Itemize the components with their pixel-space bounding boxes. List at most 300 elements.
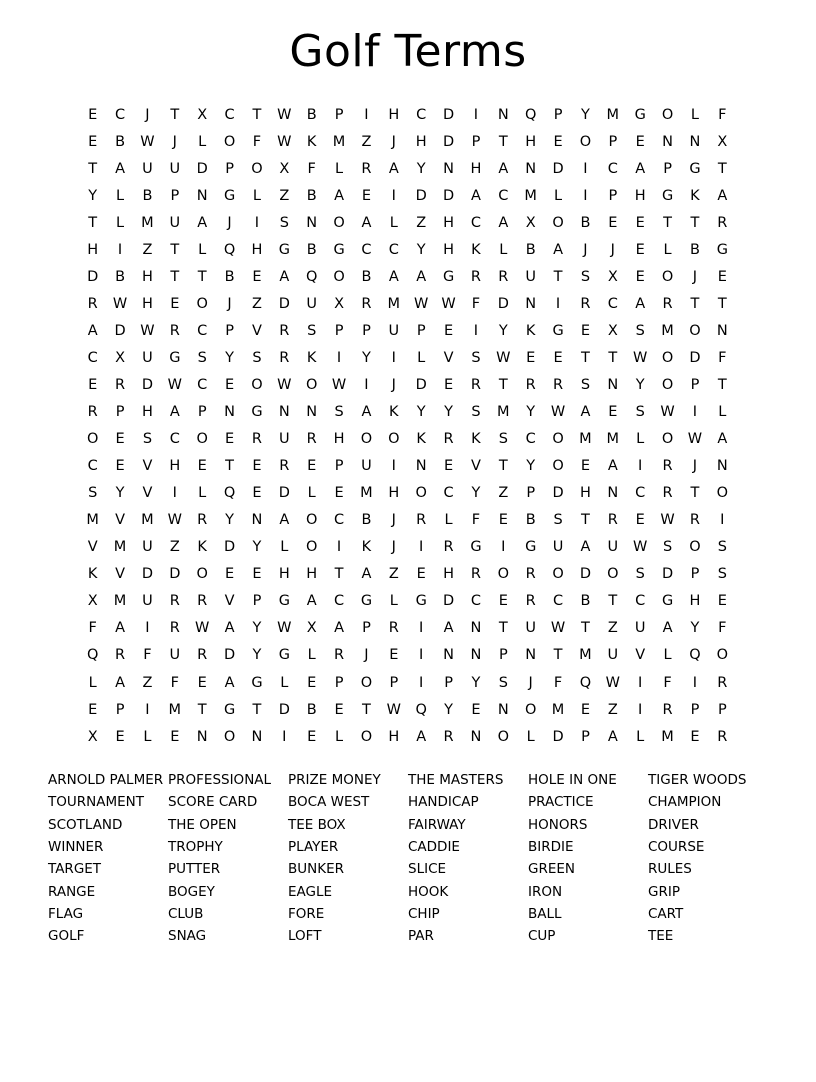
grid-letter: I <box>391 349 396 366</box>
grid-letter: I <box>391 187 396 204</box>
grid-letter: C <box>115 106 126 123</box>
grid-letter: R <box>525 566 536 583</box>
grid-letter: A <box>361 566 372 583</box>
word-list-item: COURSE <box>648 839 705 856</box>
grid-letter: V <box>142 485 153 502</box>
grid-row <box>79 561 736 588</box>
grid-row <box>79 723 736 750</box>
grid-letter: E <box>580 701 591 718</box>
grid-letter: E <box>443 376 454 393</box>
word-list-item: FLAG <box>48 905 84 922</box>
grid-letter: E <box>361 187 372 204</box>
grid-letter: L <box>526 728 535 745</box>
grid-letter: T <box>498 376 508 393</box>
grid-letter: L <box>663 647 672 664</box>
grid-letter: W <box>140 322 155 339</box>
page-title: Golf Terms <box>289 26 527 77</box>
grid-letter: K <box>306 349 317 366</box>
grid-letter: V <box>443 349 454 366</box>
grid-letter: U <box>306 295 317 312</box>
grid-letter: O <box>552 458 564 475</box>
grid-letter: E <box>608 214 618 231</box>
word-list-item: PAR <box>408 928 434 945</box>
grid-letter: W <box>277 106 292 123</box>
grid-letter: N <box>443 647 454 664</box>
grid-letter: E <box>498 512 508 529</box>
grid-letter: G <box>634 106 646 123</box>
grid-letter: Y <box>362 349 371 366</box>
grid-row <box>79 263 736 290</box>
grid-letter: K <box>690 187 700 204</box>
grid-letter: H <box>689 593 701 610</box>
grid-letter: A <box>169 404 180 421</box>
grid-letter: P <box>197 404 207 421</box>
grid-letter: J <box>391 512 396 529</box>
grid-letter: Y <box>252 647 262 664</box>
grid-letter: N <box>689 133 701 150</box>
grid-letter: W <box>550 620 566 637</box>
grid-letter: C <box>334 593 345 610</box>
word-list-item: TEE BOX <box>288 816 346 833</box>
grid-letter: C <box>470 593 481 610</box>
grid-letter: R <box>306 431 317 448</box>
grid-letter: C <box>361 241 372 258</box>
grid-letter: O <box>689 539 701 556</box>
grid-letter: N <box>196 728 208 745</box>
grid-letter: U <box>142 593 153 610</box>
grid-letter: P <box>334 674 344 691</box>
grid-letter: E <box>635 512 645 529</box>
word-list-item: GREEN <box>528 861 575 878</box>
grid-letter: Y <box>471 674 481 691</box>
grid-row <box>79 399 736 426</box>
grid-letter: L <box>307 485 316 502</box>
grid-letter: G <box>251 674 263 691</box>
word-list-item: PROFESSIONAL <box>168 772 272 789</box>
grid-letter: F <box>307 160 316 177</box>
grid-letter: O <box>579 133 592 150</box>
grid-row <box>79 696 736 723</box>
grid-letter: E <box>717 593 727 610</box>
grid-row <box>79 615 736 642</box>
grid-letter: R <box>169 322 180 339</box>
grid-letter: C <box>87 458 98 475</box>
grid-letter: P <box>252 593 262 610</box>
grid-letter: N <box>306 404 318 421</box>
word-list-item: PRACTICE <box>528 794 594 811</box>
grid-letter: O <box>333 268 345 285</box>
grid-letter: T <box>498 133 508 150</box>
grid-letter: O <box>552 214 564 231</box>
grid-letter: Y <box>252 539 262 556</box>
grid-letter: S <box>498 431 508 448</box>
word-list-item: CHAMPION <box>648 794 722 811</box>
grid-letter: J <box>692 268 698 285</box>
grid-letter: L <box>335 728 344 745</box>
grid-letter: H <box>443 241 455 258</box>
grid-letter: A <box>416 728 427 745</box>
grid-letter: P <box>115 701 125 718</box>
grid-letter: R <box>361 160 372 177</box>
word-list-item: BUNKER <box>288 861 345 878</box>
word-list-item: GOLF <box>48 928 85 945</box>
grid-letter: R <box>416 512 427 529</box>
grid-letter: K <box>416 431 426 448</box>
grid-letter: B <box>306 701 317 718</box>
grid-letter: C <box>553 593 564 610</box>
grid-letter: X <box>87 593 98 610</box>
grid-letter: M <box>168 701 182 718</box>
word-list <box>48 769 816 947</box>
grid-letter: R <box>662 701 673 718</box>
grid-letter: U <box>525 620 536 637</box>
grid-letter: E <box>526 349 536 366</box>
grid-letter: E <box>224 431 235 448</box>
word-list-column <box>48 769 168 947</box>
word-list-item: THE MASTERS <box>408 772 504 789</box>
grid-letter: R <box>717 674 728 691</box>
grid-letter: M <box>661 322 674 339</box>
grid-letter: A <box>470 187 481 204</box>
grid-letter: K <box>389 404 399 421</box>
grid-letter: U <box>279 431 290 448</box>
grid-letter: C <box>525 431 536 448</box>
grid-letter: E <box>389 647 399 664</box>
grid-letter: P <box>416 322 426 339</box>
grid-letter: P <box>690 566 700 583</box>
grid-letter: D <box>415 376 427 393</box>
grid-letter: H <box>415 133 427 150</box>
grid-letter: O <box>524 701 537 718</box>
grid-letter: W <box>277 133 292 150</box>
grid-letter: L <box>198 241 207 258</box>
word-list-item: RULES <box>648 861 692 878</box>
grid-letter: W <box>660 512 675 529</box>
grid-letter: C <box>635 485 646 502</box>
grid-letter: R <box>388 620 399 637</box>
grid-letter: B <box>580 593 591 610</box>
grid-letter: A <box>635 295 646 312</box>
word-list-item: THE OPEN <box>168 816 237 833</box>
word-list-column <box>528 769 648 947</box>
grid-letter: I <box>638 701 643 718</box>
grid-letter: E <box>608 404 618 421</box>
grid-letter: H <box>87 241 99 258</box>
grid-letter: I <box>583 187 588 204</box>
grid-letter: O <box>388 431 400 448</box>
grid-letter: L <box>499 241 508 258</box>
grid-letter: R <box>87 295 98 312</box>
grid-letter: N <box>196 187 208 204</box>
grid-letter: B <box>115 268 126 285</box>
grid-letter: P <box>498 647 508 664</box>
grid-letter: N <box>716 322 728 339</box>
grid-letter: U <box>142 539 153 556</box>
grid-letter: T <box>717 160 727 177</box>
word-list-item: LOFT <box>288 928 322 945</box>
grid-letter: O <box>196 566 208 583</box>
grid-letter: S <box>635 566 645 583</box>
grid-letter: L <box>718 404 727 421</box>
grid-letter: D <box>141 376 154 393</box>
grid-letter: G <box>278 593 290 610</box>
grid-letter: Y <box>225 512 234 529</box>
grid-letter: F <box>170 674 179 691</box>
grid-letter: B <box>525 241 536 258</box>
grid-letter: M <box>360 485 373 502</box>
grid-letter: P <box>581 728 590 745</box>
grid-letter: S <box>279 214 289 231</box>
grid-letter: E <box>115 431 125 448</box>
grid-letter: H <box>634 187 646 204</box>
grid-letter: D <box>196 160 208 177</box>
grid-letter: U <box>607 539 619 556</box>
grid-letter: B <box>306 241 317 258</box>
grid-letter: I <box>473 106 479 123</box>
grid-letter: W <box>550 404 566 421</box>
grid-letter: W <box>633 539 648 556</box>
grid-letter: Z <box>607 620 618 637</box>
grid-letter: E <box>553 133 563 150</box>
grid-letter: P <box>608 187 618 204</box>
grid-letter: O <box>251 376 263 393</box>
grid-row <box>79 669 736 696</box>
grid-letter: E <box>197 458 207 475</box>
grid-letter: D <box>87 268 99 285</box>
grid-letter: Y <box>252 620 262 637</box>
grid-letter: O <box>223 133 236 150</box>
grid-letter: A <box>115 620 126 637</box>
grid-letter: C <box>388 241 399 258</box>
grid-row <box>79 317 736 344</box>
grid-letter: B <box>361 512 372 529</box>
grid-letter: J <box>391 539 396 556</box>
grid-letter: N <box>415 458 427 475</box>
grid-letter: Q <box>689 647 701 664</box>
grid-letter: D <box>661 566 674 583</box>
grid-letter: U <box>607 647 619 664</box>
grid-letter: D <box>579 566 592 583</box>
grid-letter: R <box>115 647 126 664</box>
grid-letter: Z <box>251 295 262 312</box>
grid-letter: K <box>197 539 207 556</box>
grid-letter: L <box>198 133 207 150</box>
grid-letter: R <box>662 295 673 312</box>
grid-letter: G <box>661 187 674 204</box>
grid-letter: T <box>717 295 727 312</box>
grid-letter: O <box>661 431 674 448</box>
grid-row <box>79 290 736 317</box>
grid-letter: N <box>607 485 619 502</box>
grid-letter: N <box>470 647 482 664</box>
grid-letter: I <box>692 674 698 691</box>
grid-letter: O <box>716 647 729 664</box>
grid-letter: B <box>525 512 536 529</box>
grid-letter: L <box>143 728 152 745</box>
grid-letter: T <box>498 458 508 475</box>
grid-letter: Z <box>498 485 509 502</box>
word-list-item: HOLE IN ONE <box>528 772 617 789</box>
grid-letter: I <box>583 160 588 177</box>
grid-letter: N <box>525 160 537 177</box>
grid-letter: C <box>607 160 618 177</box>
grid-letter: R <box>607 512 618 529</box>
grid-letter: Z <box>142 674 153 691</box>
grid-letter: O <box>196 431 208 448</box>
grid-letter: X <box>717 133 728 150</box>
grid-letter: G <box>223 701 236 718</box>
grid-letter: E <box>88 106 98 123</box>
grid-letter: L <box>444 512 453 529</box>
grid-letter: R <box>279 458 290 475</box>
grid-letter: H <box>388 106 400 123</box>
grid-letter: P <box>115 404 125 421</box>
grid-letter: P <box>444 674 453 691</box>
grid-letter: L <box>636 728 645 745</box>
grid-letter: W <box>386 701 401 718</box>
grid-letter: P <box>553 106 563 123</box>
grid-letter: D <box>415 187 427 204</box>
grid-letter: N <box>497 106 509 123</box>
grid-letter: L <box>307 647 316 664</box>
grid-letter: H <box>470 160 482 177</box>
grid-letter: V <box>224 593 235 610</box>
grid-letter: W <box>277 376 292 393</box>
grid-letter: T <box>608 593 618 610</box>
grid-letter: G <box>278 241 290 258</box>
grid-letter: R <box>443 431 454 448</box>
grid-letter: E <box>553 349 563 366</box>
grid-letter: O <box>415 485 427 502</box>
word-list-item: CADDIE <box>408 839 460 856</box>
word-list-item: BALL <box>528 905 562 922</box>
grid-letter: Y <box>526 404 536 421</box>
grid-letter: H <box>169 458 181 475</box>
grid-row <box>79 507 736 534</box>
grid-letter: H <box>443 214 455 231</box>
grid-letter: E <box>471 701 481 718</box>
grid-letter: F <box>88 620 97 637</box>
grid-letter: N <box>443 160 454 177</box>
grid-letter: K <box>306 133 317 150</box>
grid-letter: U <box>169 160 181 177</box>
grid-letter: O <box>305 512 318 529</box>
grid-letter: E <box>252 566 262 583</box>
grid-letter: B <box>689 241 700 258</box>
grid-row <box>79 236 736 263</box>
grid-letter: O <box>661 106 674 123</box>
grid-letter: A <box>580 539 591 556</box>
grid-letter: R <box>498 268 509 285</box>
grid-letter: A <box>361 404 372 421</box>
grid-letter: N <box>470 728 482 745</box>
grid-letter: X <box>525 214 536 231</box>
word-list-item: SCOTLAND <box>48 816 123 833</box>
grid-letter: W <box>167 376 182 393</box>
grid-letter: P <box>471 133 481 150</box>
grid-letter: T <box>252 701 262 718</box>
grid-letter: C <box>498 187 509 204</box>
grid-letter: E <box>416 566 426 583</box>
grid-letter: O <box>305 539 318 556</box>
grid-letter: R <box>717 214 728 231</box>
grid-letter: A <box>388 160 399 177</box>
grid-letter: X <box>306 620 317 637</box>
grid-letter: V <box>87 539 98 556</box>
grid-letter: S <box>471 349 481 366</box>
grid-letter: L <box>280 539 289 556</box>
grid-letter: O <box>661 349 674 366</box>
grid-letter: K <box>525 322 536 339</box>
grid-letter: Y <box>416 404 426 421</box>
grid-letter: A <box>498 214 509 231</box>
grid-letter: B <box>361 268 372 285</box>
grid-letter: Q <box>579 674 592 691</box>
grid-letter: R <box>662 458 673 475</box>
grid-letter: L <box>389 593 398 610</box>
grid-letter: C <box>416 106 427 123</box>
grid-letter: E <box>635 214 645 231</box>
grid-letter: F <box>471 295 481 312</box>
grid-letter: N <box>251 512 263 529</box>
grid-letter: U <box>525 268 536 285</box>
grid-letter: C <box>197 322 208 339</box>
word-list-item: TARGET <box>48 861 102 878</box>
grid-letter: E <box>307 728 317 745</box>
grid-letter: D <box>141 566 154 583</box>
word-list-item: HOOK <box>408 883 449 900</box>
grid-letter: O <box>689 322 701 339</box>
grid-letter: P <box>225 160 234 177</box>
grid-letter: R <box>169 620 180 637</box>
grid-letter: W <box>441 295 456 312</box>
grid-letter: O <box>552 431 564 448</box>
word-list-item: TOURNAMENT <box>48 794 144 811</box>
grid-letter: V <box>470 458 481 475</box>
grid-letter: O <box>360 728 373 745</box>
grid-letter: T <box>197 268 207 285</box>
grid-letter: Y <box>416 241 426 258</box>
grid-letter: O <box>607 566 619 583</box>
grid-letter: E <box>635 241 645 258</box>
grid-letter: B <box>306 106 317 123</box>
grid-letter: W <box>112 295 128 312</box>
grid-letter: R <box>443 728 454 745</box>
grid-letter: T <box>553 647 563 664</box>
grid-letter: T <box>498 620 508 637</box>
grid-letter: S <box>717 539 727 556</box>
grid-letter: Z <box>607 701 618 718</box>
grid-letter: M <box>387 295 401 312</box>
grid-letter: I <box>117 241 123 258</box>
grid-letter: D <box>442 593 455 610</box>
grid-letter: Z <box>388 566 399 583</box>
grid-letter: G <box>278 647 290 664</box>
grid-letter: U <box>388 322 400 339</box>
grid-letter: E <box>252 458 262 475</box>
grid-letter: E <box>307 674 317 691</box>
grid-letter: L <box>116 214 125 231</box>
grid-letter: M <box>579 647 592 664</box>
grid-letter: N <box>306 214 318 231</box>
grid-letter: R <box>470 566 481 583</box>
grid-letter: V <box>635 647 646 664</box>
grid-letter: S <box>498 674 508 691</box>
grid-letter: P <box>389 674 399 691</box>
word-list-item: BOGEY <box>168 883 215 900</box>
word-list-item: GRIP <box>648 883 680 900</box>
grid-letter: R <box>251 431 262 448</box>
